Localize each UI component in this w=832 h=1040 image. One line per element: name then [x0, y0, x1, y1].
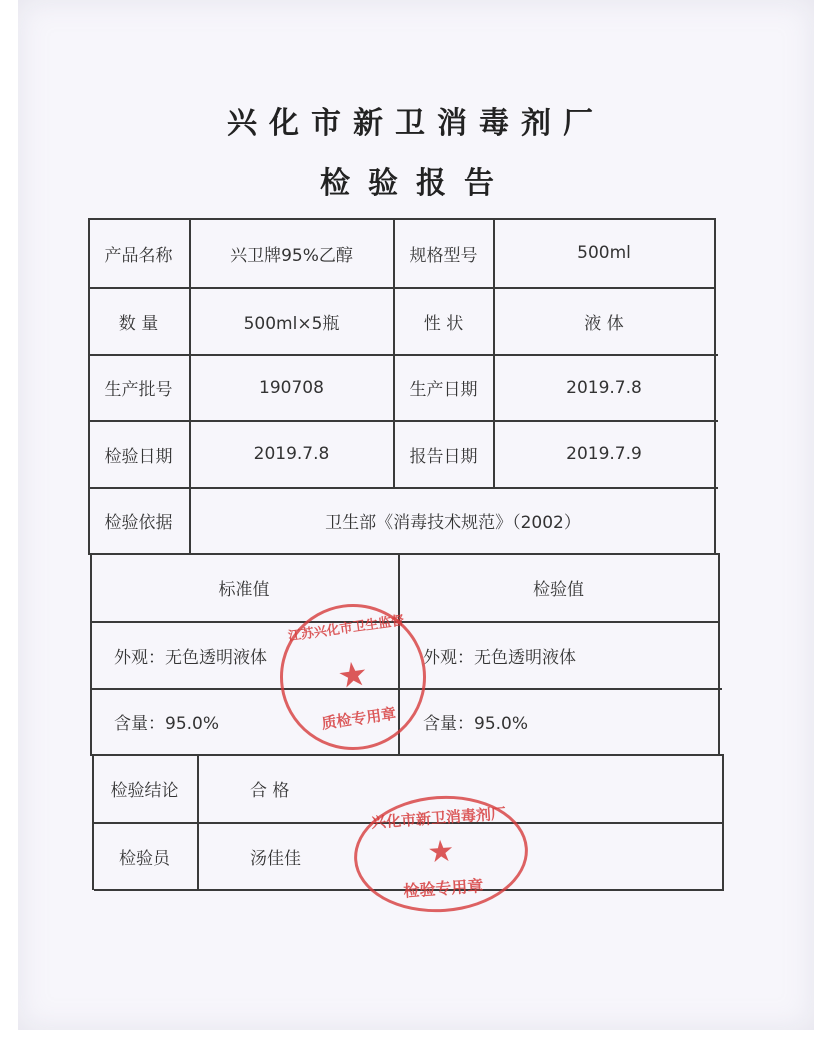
conclusion-value: 合 格	[250, 781, 290, 801]
production-date-value: 2019.7.8	[566, 377, 642, 398]
report-date-label: 报告日期	[409, 446, 478, 467]
table-border-bottom	[94, 889, 724, 891]
batch-label: 生产批号	[104, 380, 173, 400]
inspection-date-value: 2019.7.8	[253, 444, 330, 464]
product-name-value: 兴卫牌95%乙醇	[230, 245, 353, 266]
inspector-label: 检验员	[119, 848, 170, 869]
report-date-value: 2019.7.9	[566, 444, 642, 464]
report-title: 检验报告	[320, 166, 512, 201]
production-date-label: 生产日期	[409, 380, 478, 400]
table-border-right	[718, 553, 720, 756]
spec-label: 规格型号	[409, 245, 478, 266]
spec-value: 500ml	[577, 243, 631, 263]
star-icon: ★	[334, 653, 371, 698]
inspection-date-label: 检验日期	[104, 446, 173, 467]
basis-value: 卫生部《消毒技术规范》（2002）	[325, 513, 581, 533]
company-title: 兴化市新卫消毒剂厂	[227, 106, 605, 141]
measured-header: 检验值	[533, 580, 584, 600]
property-value: 液 体	[584, 313, 624, 334]
quantity-value: 500ml×5瓶	[243, 313, 340, 334]
property-label: 性 状	[423, 313, 464, 334]
stamp-2-top-text: 兴化市新卫消毒剂厂	[370, 804, 507, 832]
conclusion-label: 检验结论	[110, 781, 179, 801]
inspector-name: 汤佳佳	[250, 848, 301, 869]
stamp-1-top-text: 江苏兴化市卫生监督	[287, 613, 406, 645]
star-icon: ★	[426, 833, 456, 871]
content-measured: 含量：95.0%	[423, 714, 529, 734]
table-border-right	[722, 754, 724, 890]
stamp-1-bottom-text: 质检专用章	[320, 704, 398, 733]
appearance-standard: 外观：无色透明液体	[114, 647, 267, 668]
product-name-label: 产品名称	[104, 245, 173, 266]
appearance-measured: 外观：无色透明液体	[423, 647, 576, 668]
standard-header: 标准值	[218, 580, 270, 600]
quantity-label: 数 量	[118, 313, 159, 334]
basis-label: 检验依据	[104, 513, 173, 533]
content-standard: 含量：95.0%	[114, 714, 220, 734]
batch-value: 190708	[259, 377, 324, 398]
stamp-2-bottom-text: 检验专用章	[402, 876, 484, 901]
